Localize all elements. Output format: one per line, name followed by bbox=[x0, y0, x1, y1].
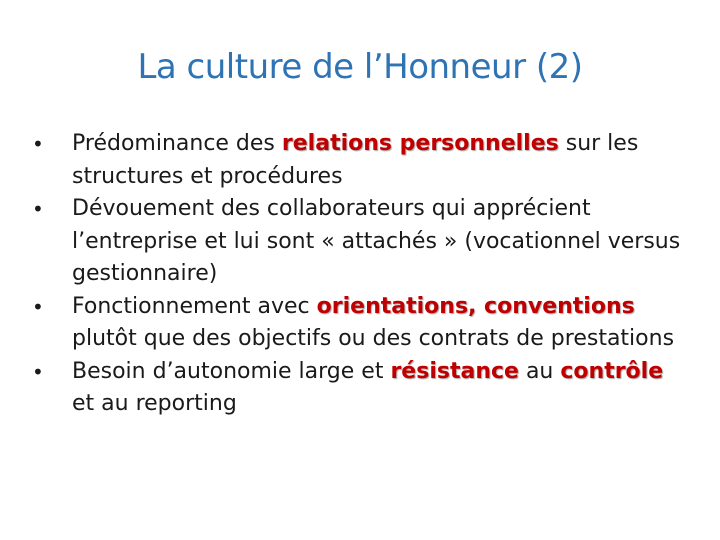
bullet-text: plutôt que des objectifs ou des contrats de prestations bbox=[72, 326, 675, 351]
highlight-text: résistance bbox=[390, 358, 519, 384]
bullet-dot-icon: • bbox=[32, 359, 44, 384]
highlight-text: relations personnelles bbox=[281, 131, 559, 156]
bullet-text: Dévouement des collaborateurs qui apprécient l’entreprise et lui sont « attachés » (vocationnel versus gestionnaire) bbox=[72, 196, 681, 286]
bullet-item-relations bbox=[32, 128, 682, 193]
slide-title: La culture de l’Honneur (2) bbox=[137, 47, 583, 87]
highlight-text: contrôle bbox=[560, 358, 664, 384]
bullet-list bbox=[32, 128, 682, 421]
highlight-text: orientations, conventions bbox=[316, 293, 635, 319]
bullet-text: Fonctionnement avec bbox=[72, 293, 317, 319]
bullet-item-fonctionnement bbox=[32, 291, 682, 356]
bullet-dot-icon: • bbox=[32, 294, 44, 319]
bullet-item-autonomie bbox=[32, 356, 682, 421]
bullet-item-devouement bbox=[32, 193, 682, 291]
bullet-text: au bbox=[518, 358, 561, 384]
bullet-text: Besoin d’autonomie large et bbox=[72, 358, 391, 384]
bullet-text: Prédominance des bbox=[72, 131, 282, 156]
bullet-text: sur les structures et procédures bbox=[72, 131, 639, 189]
bullet-dot-icon: • bbox=[32, 197, 44, 221]
bullet-dot-icon: • bbox=[32, 132, 44, 156]
bullet-text: et au reporting bbox=[72, 391, 237, 416]
